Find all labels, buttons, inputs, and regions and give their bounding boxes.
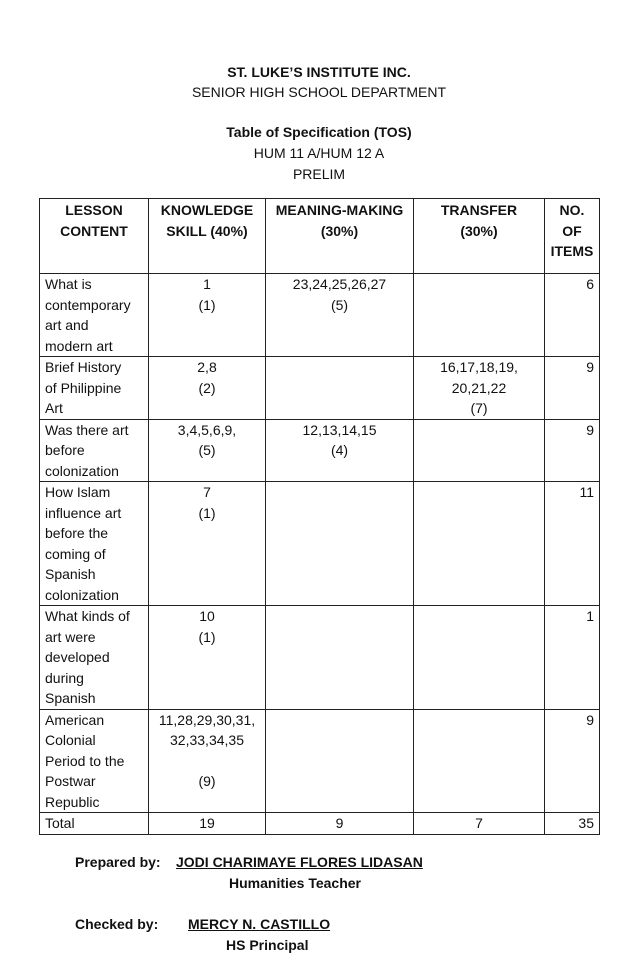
cell-line: (7) bbox=[470, 400, 488, 416]
header-knowledge-skill bbox=[149, 199, 266, 274]
cell-knowledge bbox=[149, 606, 266, 710]
cell-line: 20,21,22 bbox=[451, 379, 507, 396]
header-line: NO. bbox=[559, 202, 585, 218]
cell-transfer bbox=[414, 419, 545, 482]
header-lesson-content bbox=[40, 199, 149, 274]
total-label: Total bbox=[40, 813, 149, 835]
tos-table bbox=[39, 198, 600, 835]
cell-line: 23,24,25,26,27 bbox=[292, 276, 387, 292]
header-line: CONTENT bbox=[60, 222, 128, 239]
checked-by-name: MERCY N. CASTILLO bbox=[188, 916, 331, 932]
cell-no-of-items: 1 bbox=[545, 606, 600, 710]
cell-no-of-items: 9 bbox=[545, 357, 600, 420]
header-line: SKILL (40%) bbox=[166, 222, 248, 239]
cell-meaning bbox=[266, 482, 414, 606]
total-items: 35 bbox=[545, 813, 600, 835]
cell-line: Spanish bbox=[45, 566, 96, 582]
department-name: SENIOR HIGH SCHOOL DEPARTMENT bbox=[191, 84, 447, 100]
cell-line: 16,17,18,19, bbox=[440, 359, 518, 375]
cell-transfer bbox=[414, 709, 545, 813]
header-meaning-making bbox=[266, 199, 414, 274]
header-line: (30%) bbox=[320, 222, 359, 239]
cell-line: 1 bbox=[203, 276, 211, 292]
cell-line: colonization bbox=[45, 462, 119, 479]
cell-line: during bbox=[45, 669, 84, 686]
header-no-of-items bbox=[545, 199, 600, 274]
prepared-by-title: Humanities Teacher bbox=[229, 875, 362, 891]
cell-line: of Philippine bbox=[45, 379, 122, 396]
cell-line: before bbox=[45, 442, 85, 458]
cell-line: (1) bbox=[198, 628, 216, 645]
institute-name: ST. LUKE’S INSTITUTE INC. bbox=[227, 64, 411, 80]
cell-line: art were bbox=[45, 628, 96, 645]
table-row bbox=[40, 357, 600, 420]
cell-lesson-content bbox=[40, 419, 149, 482]
cell-line: What kinds of bbox=[45, 608, 130, 624]
cell-line: How Islam bbox=[45, 484, 111, 500]
cell-meaning bbox=[266, 357, 414, 420]
table-row bbox=[40, 274, 600, 357]
cell-no-of-items: 9 bbox=[545, 709, 600, 813]
cell-lesson-content bbox=[40, 709, 149, 813]
cell-meaning bbox=[266, 274, 414, 357]
cell-line: (9) bbox=[198, 773, 216, 789]
cell-line: 12,13,14,15 bbox=[302, 421, 377, 438]
cell-no-of-items: 11 bbox=[545, 482, 600, 606]
table-header-row bbox=[40, 199, 600, 274]
header-line: MEANING-MAKING bbox=[275, 202, 404, 218]
total-meaning: 9 bbox=[266, 813, 414, 835]
total-transfer: 7 bbox=[414, 813, 545, 835]
cell-line: art and bbox=[45, 317, 89, 333]
cell-lesson-content bbox=[40, 482, 149, 606]
cell-lesson-content bbox=[40, 357, 149, 420]
cell-line: 32,33,34,35 bbox=[170, 732, 244, 748]
cell-line: (5) bbox=[198, 442, 216, 458]
cell-spacer bbox=[154, 751, 260, 772]
subject-code: HUM 11 A/HUM 12 A bbox=[253, 145, 385, 161]
cell-knowledge bbox=[149, 709, 266, 813]
term-label: PRELIM bbox=[292, 166, 346, 182]
cell-line: developed bbox=[45, 649, 110, 665]
table-row bbox=[40, 419, 600, 482]
cell-line: 7 bbox=[203, 484, 211, 500]
cell-no-of-items: 6 bbox=[545, 274, 600, 357]
header-line: OF bbox=[562, 222, 582, 239]
cell-line: (5) bbox=[330, 296, 349, 313]
header-transfer bbox=[414, 199, 545, 274]
header-line: KNOWLEDGE bbox=[160, 202, 254, 218]
cell-line: 3,4,5,6,9, bbox=[177, 421, 237, 438]
checked-by-label: Checked by: bbox=[75, 916, 159, 932]
cell-transfer bbox=[414, 482, 545, 606]
cell-knowledge bbox=[149, 357, 266, 420]
cell-transfer bbox=[414, 274, 545, 357]
cell-knowledge bbox=[149, 419, 266, 482]
cell-knowledge bbox=[149, 482, 266, 606]
cell-line: (4) bbox=[330, 442, 349, 458]
cell-line: Was there art bbox=[45, 421, 129, 438]
checked-by-title: HS Principal bbox=[226, 937, 309, 953]
cell-line: Spanish bbox=[45, 690, 96, 706]
cell-line: coming of bbox=[45, 545, 106, 562]
cell-transfer bbox=[414, 357, 545, 420]
cell-line: 11,28,29,30,31, bbox=[158, 711, 256, 728]
cell-line: (1) bbox=[198, 296, 216, 313]
prepared-by-name: JODI CHARIMAYE FLORES LIDASAN bbox=[176, 854, 423, 870]
cell-line: (1) bbox=[198, 504, 216, 521]
cell-line: American bbox=[45, 711, 105, 728]
cell-no-of-items: 9 bbox=[545, 419, 600, 482]
header-line: (30%) bbox=[460, 222, 498, 239]
table-total-row bbox=[40, 813, 600, 835]
cell-line: Art bbox=[45, 400, 63, 416]
cell-line: Postwar bbox=[45, 773, 96, 789]
cell-line: Republic bbox=[45, 793, 100, 810]
table-row bbox=[40, 709, 600, 813]
table-row bbox=[40, 606, 600, 710]
cell-line: Colonial bbox=[45, 732, 96, 748]
cell-line: contemporary bbox=[45, 296, 131, 313]
cell-line: before the bbox=[45, 525, 109, 541]
header-line: TRANSFER bbox=[440, 202, 518, 218]
cell-meaning bbox=[266, 419, 414, 482]
cell-lesson-content bbox=[40, 274, 149, 357]
prepared-by-label: Prepared by: bbox=[75, 854, 161, 870]
cell-transfer bbox=[414, 606, 545, 710]
cell-lesson-content bbox=[40, 606, 149, 710]
cell-line: (2) bbox=[198, 379, 216, 396]
cell-meaning bbox=[266, 606, 414, 710]
total-knowledge: 19 bbox=[149, 813, 266, 835]
table-row bbox=[40, 482, 600, 606]
cell-line: influence art bbox=[45, 504, 122, 521]
cell-line: Period to the bbox=[45, 752, 125, 769]
cell-line: modern art bbox=[45, 337, 113, 354]
cell-line: Brief History bbox=[45, 359, 122, 375]
header-line: ITEMS bbox=[550, 243, 594, 259]
cell-line: 2,8 bbox=[197, 359, 217, 375]
cell-line: colonization bbox=[45, 586, 119, 603]
cell-meaning bbox=[266, 709, 414, 813]
cell-line: What is bbox=[45, 276, 92, 292]
cell-knowledge bbox=[149, 274, 266, 357]
cell-line: 10 bbox=[199, 608, 215, 624]
header-line: LESSON bbox=[65, 202, 123, 218]
document-title: Table of Specification (TOS) bbox=[226, 124, 412, 140]
